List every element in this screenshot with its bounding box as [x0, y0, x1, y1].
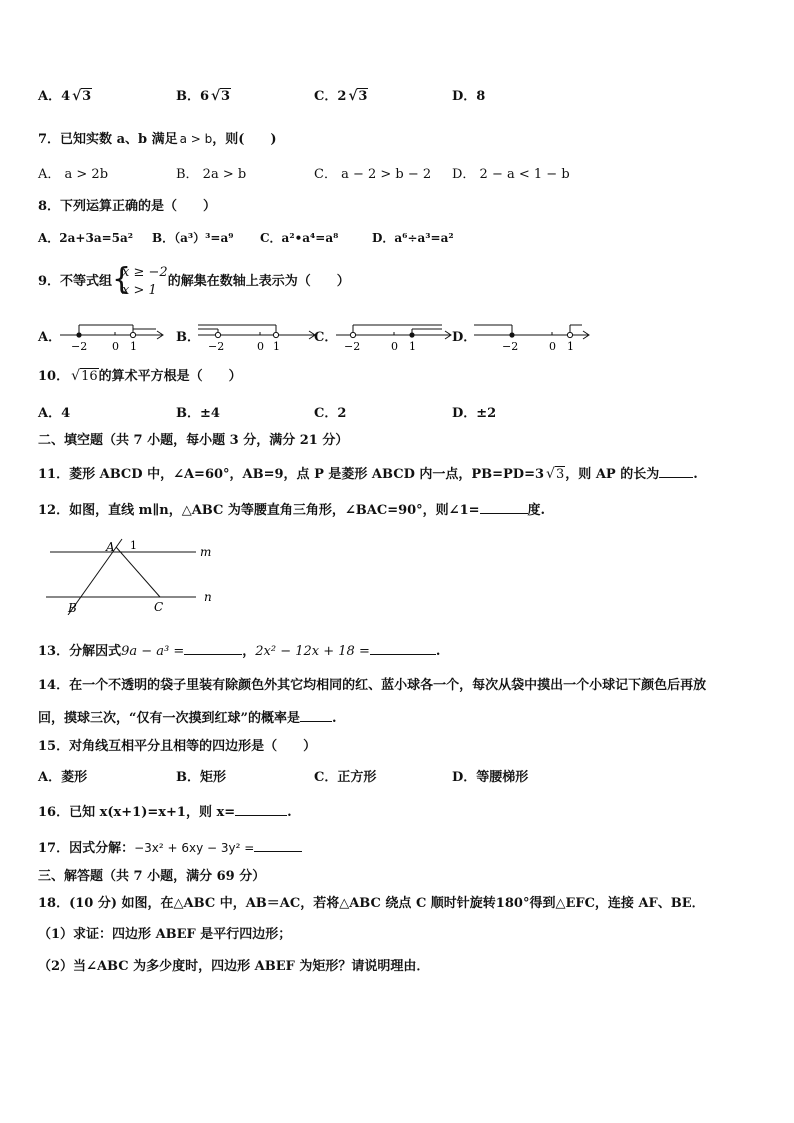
- open-dot-1: [273, 332, 278, 337]
- q17-stem: 17．因式分解：−3x² + 6xy − 3y² =: [38, 837, 302, 858]
- q7-option-b[interactable]: B． 2a > b: [176, 167, 247, 182]
- q7-stem: 7．已知实数 a、b 满足 a > b，则( ): [38, 132, 277, 147]
- q13-answer-blank-1[interactable]: [184, 640, 242, 655]
- number-line-d: [472, 320, 602, 354]
- q6-option-d[interactable]: D．8: [452, 89, 486, 104]
- q12-stem: 12．如图，直线 m∥n，△ABC 为等腰直角三角形，∠BAC=90°，则∠1= 度.: [38, 499, 545, 520]
- tick-label-1: 1: [409, 340, 416, 353]
- tick-label-1: 1: [273, 340, 280, 353]
- tick-label-neg2: −2: [344, 340, 361, 353]
- tick-label-neg2: −2: [502, 340, 519, 353]
- q8-option-d[interactable]: D．a⁶÷a³=a²: [372, 231, 454, 245]
- q8-option-b[interactable]: B．（a³）³=a⁹: [152, 231, 234, 245]
- q8-stem: 8．下列运算正确的是（ ）: [38, 199, 217, 214]
- sqrt-symbol: √ 3: [211, 88, 231, 106]
- open-dot-1: [567, 332, 572, 337]
- q15-option-b[interactable]: B．矩形: [176, 770, 226, 785]
- tick-label-neg2: −2: [208, 340, 225, 353]
- q6-option-b[interactable]: B．6√ 3: [176, 88, 231, 106]
- q15-option-d[interactable]: D．等腰梯形: [452, 770, 529, 785]
- tick-label-1: 1: [567, 340, 574, 353]
- tick-label-0: 0: [391, 340, 398, 353]
- q12-figure: [40, 535, 220, 619]
- q10-option-a[interactable]: A．4: [38, 406, 71, 421]
- q15-stem: 15．对角线互相平分且相等的四边形是（ ）: [38, 739, 317, 754]
- q18-part1: （1）求证：四边形 ABEF 是平行四边形；: [38, 927, 292, 942]
- label-c: C: [154, 600, 164, 614]
- q14-stem-line1: 14．在一个不透明的袋子里装有除颜色外其它均相同的红、蓝小球各一个，每次从袋中摸出一个小球记下颜色后再放: [38, 678, 707, 693]
- q16-stem: 16．已知 x(x+1)=x+1，则 x= .: [38, 801, 292, 822]
- sqrt-symbol: √ 3: [348, 88, 368, 106]
- q6-options: [38, 88, 758, 106]
- q10-stem: 10．√ 16的算术平方根是（ ）: [38, 368, 242, 386]
- q15-options: [38, 769, 758, 787]
- tick-label-0: 0: [112, 340, 119, 353]
- q12-answer-blank[interactable]: [480, 499, 528, 514]
- section-title-fill-blank: 二、填空题（共 7 小题，每小题 3 分，满分 21 分）: [38, 433, 349, 448]
- label-n: n: [204, 590, 212, 604]
- q8-option-c[interactable]: C．a²•a⁴=a⁸: [260, 231, 339, 245]
- q17-answer-blank[interactable]: [254, 837, 302, 852]
- q15-option-a[interactable]: A．菱形: [38, 770, 88, 785]
- q9-stem: 9．不等式组 { x ≥ −2 x > 1 的解集在数轴上表示为（ ）: [38, 261, 350, 298]
- section-title-solutions: 三、解答题（共 7 小题，满分 69 分）: [38, 869, 266, 884]
- tick-label-1: 1: [130, 340, 137, 353]
- open-dot-neg2: [350, 332, 355, 337]
- q7-option-c[interactable]: C． a − 2 > b − 2: [314, 167, 432, 182]
- q9-options: A． −2 0 1 B． −2 0 1 C． −2 0 1 D． −2 0 1: [38, 320, 598, 354]
- tick-label-0: 0: [257, 340, 264, 353]
- q10-option-c[interactable]: C．2: [314, 406, 347, 421]
- q10-option-d[interactable]: D．±2: [452, 406, 497, 421]
- label-m: m: [200, 545, 212, 559]
- label-a: A: [106, 540, 115, 554]
- segment-ac: [116, 547, 160, 597]
- label-b: B: [68, 601, 77, 615]
- q18-part2: （2）当∠ABC 为多少度时，四边形 ABEF 为矩形？请说明理由．: [38, 959, 430, 974]
- brace-symbol: {: [112, 261, 132, 297]
- tick-label-0: 0: [549, 340, 556, 353]
- q8-option-a[interactable]: A．2a+3a=5a²: [38, 231, 134, 245]
- closed-dot-neg2: [509, 332, 514, 337]
- q10-options: [38, 405, 758, 423]
- closed-dot-neg2: [76, 332, 81, 337]
- q7-options: [38, 166, 758, 184]
- q6-option-c[interactable]: C．2√ 3: [314, 88, 368, 106]
- q16-answer-blank[interactable]: [235, 801, 287, 816]
- number-line-a: [58, 320, 168, 354]
- number-line-b: [196, 320, 326, 354]
- q13-answer-blank-2[interactable]: [370, 640, 436, 655]
- label-angle-1: 1: [130, 539, 137, 552]
- q7-option-a[interactable]: A． a > 2b: [38, 167, 109, 182]
- closed-dot-1: [409, 332, 414, 337]
- q8-options: [38, 229, 758, 247]
- number-line-c: [334, 320, 464, 354]
- q11-answer-blank[interactable]: [659, 463, 693, 478]
- open-dot-1: [130, 332, 135, 337]
- q18-stem: 18．(10 分) 如图，在△ABC 中，AB＝AC，若将△ABC 绕点 C 顺时针旋转180°得到△EFC，连接 AF、BE．: [38, 896, 705, 911]
- q7-option-d[interactable]: D． 2 − a < 1 − b: [452, 167, 570, 182]
- sqrt-symbol: √ 16: [71, 368, 99, 386]
- q14-answer-blank[interactable]: [300, 707, 332, 722]
- parallel-lines-triangle: [40, 535, 220, 615]
- open-dot-neg2: [215, 332, 220, 337]
- q14-stem-line2: 回，摸球三次，“仅有一次摸到红球”的概率是 .: [38, 707, 337, 728]
- q10-option-b[interactable]: B．±4: [176, 406, 220, 421]
- q15-option-c[interactable]: C．正方形: [314, 770, 377, 785]
- inequality-system: { x ≥ −2 x > 1: [112, 261, 168, 298]
- sqrt-symbol: √ 3: [72, 88, 92, 106]
- sqrt-symbol: √ 3: [546, 466, 565, 484]
- q6-option-a[interactable]: A．4√ 3: [38, 88, 92, 106]
- q11-stem: 11．菱形 ABCD 中，∠A=60°，AB=9，点 P 是菱形 ABCD 内一点，PB=PD=3√ 3，则 AP 的长为 .: [38, 463, 698, 484]
- q13-stem: 13．分解因式9a − a³ = ，2x² − 12x + 18 = .: [38, 640, 440, 661]
- tick-label-neg2: −2: [71, 340, 88, 353]
